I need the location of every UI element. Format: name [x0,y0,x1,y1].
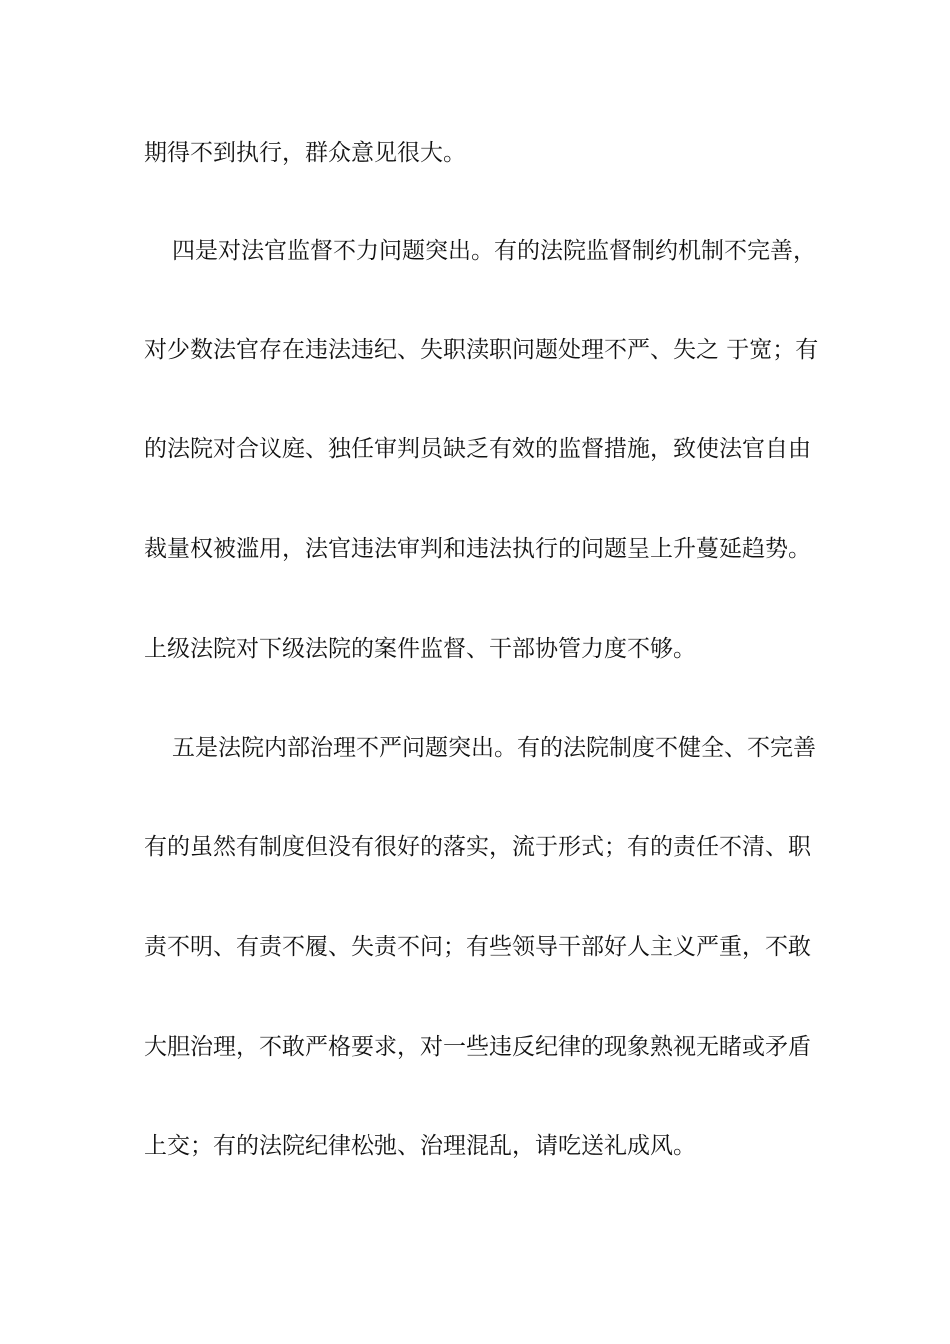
text-line-8: 有的虽然有制度但没有很好的落实，流于形式；有的责任不清、职 [144,834,811,860]
text-line-2: 四是对法官监督不力问题突出。有的法院监督制约机制不完善， [172,238,816,264]
text-line-9: 责不明、有责不履、失责不问；有些领导干部好人主义严重，不敢 [144,934,811,960]
text-line-11: 上交；有的法院纪律松弛、治理混乱，请吃送礼成风。 [144,1133,696,1159]
text-line-4: 的法院对合议庭、独任审判员缺乏有效的监督措施，致使法官自由 [144,436,811,462]
text-line-6: 上级法院对下级法院的案件监督、干部协管力度不够。 [144,636,696,662]
text-line-7: 五是法院内部治理不严问题突出。有的法院制度不健全、不完善 [172,735,816,761]
text-line-10: 大胆治理，不敢严格要求，对一些违反纪律的现象熟视无睹或矛盾 [144,1034,811,1060]
text-line-5: 裁量权被滥用，法官违法审判和违法执行的问题呈上升蔓延趋势。 [144,536,811,562]
text-line-1: 期得不到执行，群众意见很大。 [144,140,466,166]
text-line-3: 对少数法官存在违法违纪、失职渎职问题处理不严、失之 于宽；有 [144,337,819,363]
